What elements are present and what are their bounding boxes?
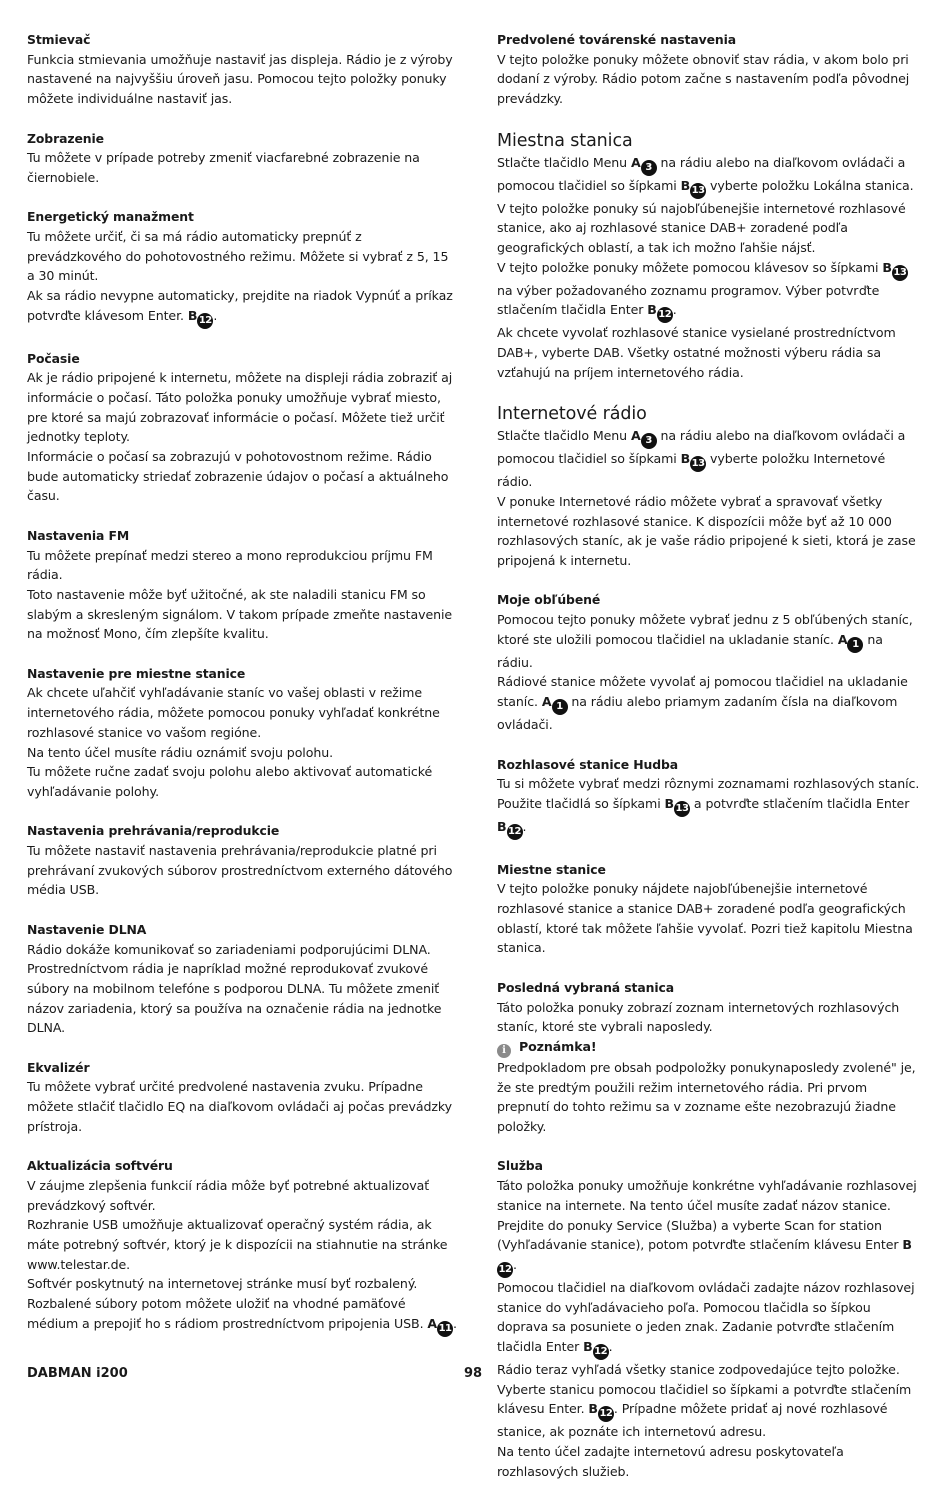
heading-local-settings: Nastavenie pre miestne stanice bbox=[27, 665, 246, 681]
heading-local-station: Miestna stanica bbox=[497, 130, 633, 151]
ref-badge-icon: 3 bbox=[641, 433, 657, 449]
paragraph: Tu môžete v prípade potreby zmeniť viacfarebné zobrazenie na čiernobiele. bbox=[27, 150, 420, 185]
page-number: 98 bbox=[464, 1366, 483, 1381]
ref-label: B bbox=[882, 259, 892, 275]
ref-badge-icon: 12 bbox=[507, 824, 523, 840]
section-local-settings bbox=[27, 664, 457, 802]
paragraph bbox=[497, 610, 922, 672]
paragraph: Rozhranie USB umožňuje aktualizovať operačný systém rádia, ak máte potrebný softvér, ktorý je k dispozícii na stiahnutie na stránke www.telestar.de. bbox=[27, 1217, 448, 1272]
heading-weather: Počasie bbox=[27, 350, 80, 366]
paragraph: V tejto položke ponuky môžete obnoviť stav rádia, v akom bolo pri dodaní z výroby. Rádio potom začne s nastavením podľa pôvodnej prevádzky. bbox=[497, 51, 910, 107]
heading-dlna: Nastavenie DLNA bbox=[27, 921, 147, 937]
paragraph: Rádio teraz vyhľadá všetky stanice zodpovedajúce tejto položke. Vyberte stanicu pomocou tlačidiel so šípkami a potvrďte stlačením klávesu Enter. B 12 . Prípadne môžete pridať aj nové rozhlasové stanice, ak poznáte ich internetovú adresu. bbox=[497, 1362, 912, 1440]
text: na rádiu alebo na diaľkovom ovládači a pomocou tlačidiel so šípkami bbox=[497, 428, 906, 467]
ref-badge-icon: 12 bbox=[657, 307, 673, 323]
text: Pomocou tlačidiel na diaľkovom ovládači zadajte názov rozhlasovej stanice do vyhľadávacieho poľa. Pomocou tlačidla so šípkou doprava sa posuniete o jeden znak. Zadanie potvrďte stlačením tlačidla Enter bbox=[497, 1279, 915, 1355]
paragraph bbox=[497, 426, 922, 492]
paragraph: V tejto položke ponuky môžete pomocou klávesov so šípkami B 13 na výber požadovaného zoznamu programov. Výber potvrďte stlačením tlačidla Enter B 12 . bbox=[497, 258, 922, 324]
text: Stlačte tlačidlo Menu bbox=[497, 154, 628, 170]
text: a potvrďte stlačením tlačidla Enter bbox=[693, 795, 910, 811]
ref-badge-icon: 3 bbox=[641, 160, 657, 176]
paragraph: Funkcia stmievania umožňuje nastaviť jas displeja. Rádio je z výroby nastavené na najvyššiu úroveň jasu. Pomocou tejto položky ponuky môžete individuálne nastaviť jas. bbox=[27, 51, 453, 107]
right-column bbox=[497, 30, 922, 1501]
ref-badge-icon: 11 bbox=[437, 1321, 453, 1337]
ref-label: A bbox=[427, 1315, 438, 1331]
heading-display: Zobrazenie bbox=[27, 130, 104, 146]
paragraph: Táto položka ponuky umožňuje konkrétne vyhľadávanie rozhlasovej stanice na internete. Na tento účel musíte zadať názov stanice. bbox=[497, 1178, 917, 1213]
paragraph: V záujme zlepšenia funkcií rádia môže byť potrebné aktualizovať prevádzkový softvér. bbox=[27, 1177, 430, 1213]
paragraph: Ak je rádio pripojené k internetu, môžete na displeji rádia zobraziť aj informácie o počasí. Táto položka ponuky umožňuje vybrať miesto, pre ktoré sa majú zobrazovať informácie o počasí. Môžete tiež určiť jednotky teploty. bbox=[27, 370, 453, 445]
section-local-station bbox=[497, 129, 922, 383]
text: vyberte položku Internetové rádio. bbox=[497, 451, 886, 490]
ref-badge-icon: 12 bbox=[593, 1344, 609, 1360]
ref-label: B bbox=[647, 302, 657, 318]
section-weather bbox=[27, 349, 457, 507]
paragraph: Pomocou tlačidiel na diaľkovom ovládači zadajte názov rozhlasovej stanice do vyhľadávacieho poľa. Pomocou tlačidla so šípkou doprava sa posuniete o jeden znak. Zadanie potvrďte stlačením tlačidla Enter B 12 . bbox=[497, 1278, 922, 1360]
paragraph bbox=[497, 153, 922, 199]
text: Ak sa rádio nevypne automaticky, prejdite na riadok Vypnúť a príkaz potvrďte klávesom Enter. bbox=[27, 288, 453, 323]
heading-service: Služba bbox=[497, 1158, 543, 1174]
ref-badge-icon: 13 bbox=[892, 265, 908, 281]
text: Softvér poskytnutý na internetovej stránke musí byť rozbalený. Rozbalené súbory potom môžete uložiť na vhodné pamäťové médium a prepojiť ho s rádiom prostredníctvom pripojenia USB. bbox=[27, 1276, 424, 1331]
text: na rádiu alebo priamym zadaním čísla na diaľkovom ovládači. bbox=[497, 694, 898, 733]
section-dlna bbox=[27, 920, 457, 1038]
text: vyberte položku Lokálna stanica. bbox=[710, 177, 914, 193]
section-equalizer bbox=[27, 1058, 457, 1137]
ref-label: A bbox=[837, 631, 848, 647]
section-local-stations bbox=[497, 860, 922, 959]
paragraph: Tu môžete vybrať určité predvolené nastavenia zvuku. Prípadne môžete stlačiť tlačidlo EQ na diaľkovom ovládači aj počas prevádzky prístroja. bbox=[27, 1079, 453, 1134]
ref-label: A bbox=[630, 428, 641, 444]
paragraph: Ak chcete vyvolať rozhlasové stanice vysielané prostredníctvom DAB+, vyberte DAB. Všetky ostatné možnosti výberu rádia sa vzťahujú na príjem internetového rádia. bbox=[497, 325, 896, 380]
section-playback bbox=[27, 821, 457, 900]
ref-label: B bbox=[497, 818, 507, 834]
paragraph: Toto nastavenie môže byť užitočné, ak ste naladili stanicu FM so slabým a skresleným signálom. V takom prípade zmeňte nastavenie na možnosť Mono, čím zlepšíte kvalitu. bbox=[27, 586, 453, 642]
heading-dimmer: Stmievač bbox=[27, 32, 91, 47]
paragraph: Predpokladom pre obsah podpoložky ponukynaposledy zvolené" je, že ste predtým použili režim internetového rádia. Pri prvom prepnutí do tohto režimu sa v zozname ešte nezobrazujú žiadne položky. bbox=[497, 1059, 916, 1135]
ref-badge-icon: 1 bbox=[552, 699, 568, 715]
ref-badge-icon: 12 bbox=[197, 313, 213, 329]
heading-last-station: Posledná vybraná stanica bbox=[497, 979, 675, 995]
section-service bbox=[497, 1156, 922, 1481]
section-factory-reset bbox=[497, 30, 922, 109]
heading-local-stations: Miestne stanice bbox=[497, 861, 606, 877]
ref-label: B bbox=[664, 795, 675, 811]
text: Rádiové stanice môžete vyvolať aj pomocou tlačidiel na ukladanie staníc. bbox=[497, 674, 908, 710]
text: Stlačte tlačidlo Menu bbox=[497, 428, 628, 444]
ref-label: B bbox=[902, 1237, 912, 1253]
ref-label: B bbox=[588, 1401, 598, 1417]
paragraph: Informácie o počasí sa zobrazujú v pohotovostnom režime. Rádio bude automaticky striedať zobrazenie údajov o počasí a aktuálneho času. bbox=[27, 449, 449, 504]
text: na rádiu alebo na diaľkovom ovládači a pomocou tlačidiel so šípkami bbox=[497, 154, 906, 193]
text: na výber požadovaného zoznamu programov. Výber potvrďte stlačením tlačidla Enter bbox=[497, 282, 880, 318]
paragraph bbox=[497, 672, 922, 734]
section-energy bbox=[27, 207, 457, 329]
heading-equalizer: Ekvalizér bbox=[27, 1059, 90, 1075]
section-music-stations bbox=[497, 755, 922, 840]
section-last-station bbox=[497, 978, 922, 1137]
text: Prejdite do ponuky Service (Služba) a vyberte Scan for station (Vyhľadávanie stanice), potom potvrďte stlačením klávesu Enter bbox=[497, 1217, 899, 1253]
paragraph: Ak chcete uľahčiť vyhľadávanie staníc vo vašej oblasti v režime internetového rádia, môžete pomocou ponuky vyhľadať konkrétne rozhlasové stanice vo vašom regióne. bbox=[27, 685, 440, 740]
ref-badge-icon: 12 bbox=[598, 1406, 614, 1422]
heading-energy: Energetický manažment bbox=[27, 209, 194, 225]
paragraph: Tu môžete nastaviť nastavenia prehrávania/reprodukcie platné pri prehrávaní zvukových súborov prostredníctvom externého dátového média USB. bbox=[27, 843, 453, 898]
text: V tejto položke ponuky môžete pomocou klávesov so šípkami bbox=[497, 259, 879, 275]
heading-internet-radio: Internetové rádio bbox=[497, 404, 647, 425]
paragraph: Rádio dokáže komunikovať so zariadeniami podporujúcimi DLNA. Prostredníctvom rádia je napríklad možné reprodukovať zvukové súbory na mobilnom telefóne s podporou DLNA. Tu môžete zmeniť názov zariadenia, ktorý sa používa na označenie rádia na jednotke DLNA. bbox=[27, 941, 442, 1036]
heading-playback: Nastavenia prehrávania/reprodukcie bbox=[27, 823, 280, 839]
ref-label: A bbox=[630, 154, 641, 170]
ref-label: B bbox=[187, 307, 198, 323]
heading-fm: Nastavenia FM bbox=[27, 527, 130, 543]
heading-music-stations: Rozhlasové stanice Hudba bbox=[497, 756, 679, 772]
text: Pomocou tejto ponuky môžete vybrať jednu z 5 obľúbených staníc, ktoré ste uložili pomocou tlačidiel na ukladanie staníc. bbox=[497, 612, 913, 647]
paragraph: Prejdite do ponuky Service (Služba) a vyberte Scan for station (Vyhľadávanie stanice), potom potvrďte stlačením klávesu Enter B12 . bbox=[497, 1216, 922, 1278]
paragraph: V tejto položke ponuky nájdete najobľúbenejšie internetové rozhlasové stanice a stanice DAB+ zoradené podľa geografických oblastí, ktoré tak môžete ľahšie vyvolať. Pozri tiež kapitolu Miestna stanica. bbox=[497, 881, 913, 956]
paragraph: Softvér poskytnutý na internetovej stránke musí byť rozbalený. Rozbalené súbory potom môžete uložiť na vhodné pamäťové médium a prepojiť ho s rádiom prostredníctvom pripojenia USB. A 11 . bbox=[27, 1274, 457, 1336]
ref-label: B bbox=[680, 177, 691, 193]
heading-factory-reset: Predvolené továrenské nastavenia bbox=[497, 32, 737, 47]
footer-model: DABMAN i200 bbox=[27, 1366, 128, 1381]
paragraph: V tejto položke ponuky sú najobľúbenejšie internetové rozhlasové stanice, ako aj rozhlasové stanice DAB+ zoradené podľa geografických oblastí, a tak ich možno ľahšie nájsť. bbox=[497, 200, 906, 255]
section-internet-radio bbox=[497, 402, 922, 571]
section-dimmer bbox=[27, 30, 457, 109]
heading-software-update: Aktualizácia softvéru bbox=[27, 1158, 173, 1174]
ref-badge-icon: 13 bbox=[674, 801, 690, 817]
ref-badge-icon: 13 bbox=[690, 183, 706, 199]
paragraph: Tu môžete určiť, či sa má rádio automaticky prepnúť z prevádzkového do pohotovostného režimu. Môžete si vybrať z 5, 15 a 30 minút. bbox=[27, 229, 449, 284]
text: na rádiu. bbox=[497, 631, 883, 670]
paragraph: Na tento účel zadajte internetovú adresu poskytovateľa rozhlasových služieb. bbox=[497, 1444, 844, 1479]
paragraph: V ponuke Internetové rádio môžete vybrať a spravovať všetky internetové rozhlasové stanice. K dispozícii môže byť až 10 000 rozhlasových staníc, ak je vaše rádio pripojené k sieti, ktorá je zase pripojená k internetu. bbox=[497, 493, 916, 568]
paragraph: Tu môžete prepínať medzi stereo a mono reprodukciou príjmu FM rádia. bbox=[27, 547, 433, 583]
section-favorites bbox=[497, 590, 922, 735]
section-software-update bbox=[27, 1156, 457, 1337]
ref-label: B bbox=[583, 1339, 593, 1355]
paragraph: Tu môžete ručne zadať svoju polohu alebo aktivovať automatické vyhľadávanie polohy. bbox=[27, 764, 433, 799]
paragraph: Ak sa rádio nevypne automaticky, prejdite na riadok Vypnúť a príkaz potvrďte klávesom Enter. B 12 . bbox=[27, 286, 457, 329]
text: Prípadne môžete pridať aj nové rozhlasové stanice, ak poznáte ich internetovú adresu. bbox=[497, 1401, 888, 1440]
section-fm bbox=[27, 526, 457, 644]
note-label: Poznámka! bbox=[519, 1038, 597, 1054]
left-column bbox=[27, 30, 457, 1357]
note-heading bbox=[497, 1037, 922, 1058]
ref-label: A bbox=[541, 694, 552, 710]
paragraph: Tu si môžete vybrať medzi rôznymi zoznamami rozhlasových staníc. Použite tlačidlá so šípkami B 13 a potvrďte stlačením tlačidla Enter B 12 . bbox=[497, 774, 922, 840]
paragraph: Táto položka ponuky zobrazí zoznam internetových rozhlasových staníc, ktoré ste vybrali naposledy. bbox=[497, 999, 900, 1035]
text: Tu si môžete vybrať medzi rôznymi zoznamami rozhlasových staníc. Použite tlačidlá so šípkami bbox=[497, 776, 920, 811]
ref-badge-icon: 12 bbox=[497, 1262, 513, 1278]
text: Rádio teraz vyhľadá všetky stanice zodpovedajúce tejto položke. Vyberte stanicu pomocou tlačidiel so šípkami a potvrďte stlačením klávesu Enter. bbox=[497, 1362, 912, 1417]
ref-badge-icon: 1 bbox=[847, 637, 863, 653]
section-display bbox=[27, 129, 457, 188]
heading-favorites: Moje obľúbené bbox=[497, 592, 601, 608]
info-icon: i bbox=[497, 1044, 511, 1058]
ref-label: B bbox=[680, 451, 691, 467]
paragraph: Na tento účel musíte rádiu oznámiť svoju polohu. bbox=[27, 744, 333, 760]
ref-badge-icon: 13 bbox=[690, 456, 706, 472]
